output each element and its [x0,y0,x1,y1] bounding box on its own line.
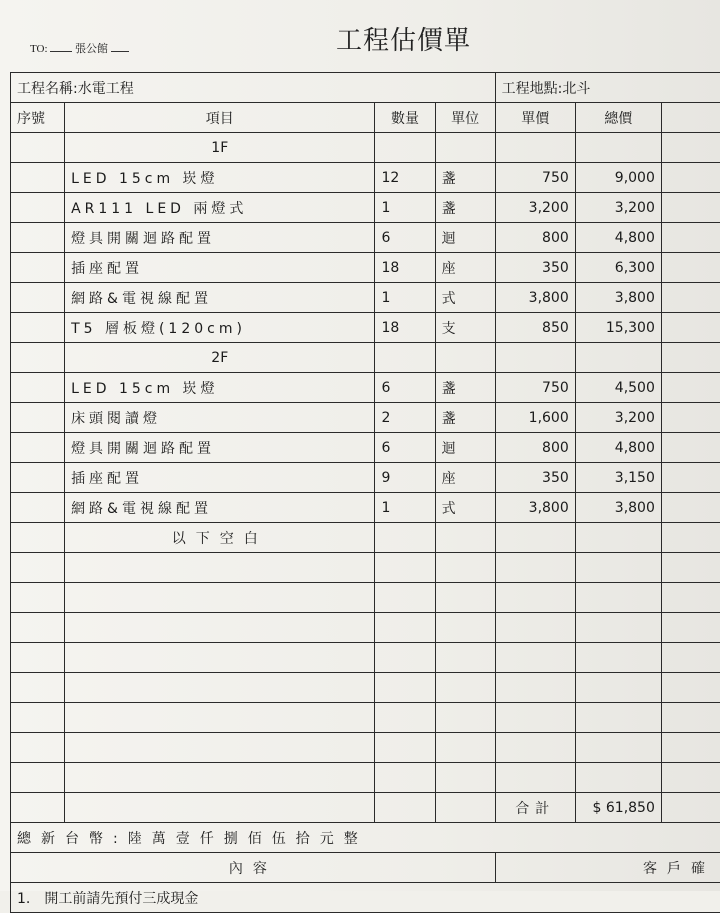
empty-cell [11,583,65,613]
table-row [11,313,720,343]
empty-cell [495,523,575,553]
item-unit: 式 [435,283,495,313]
col-extra [661,103,720,133]
item-unit-price: 350 [495,253,575,283]
empty-cell [495,133,575,163]
row-number [11,433,65,463]
item-unit: 式 [435,493,495,523]
empty-cell [435,703,495,733]
item-unit-price: 800 [495,223,575,253]
col-unit: 單位 [435,103,495,133]
empty-cell [11,523,65,553]
empty-cell [11,733,65,763]
empty-cell [11,133,65,163]
amount-words-row [11,823,720,853]
term-item [11,883,720,913]
col-item: 項目 [65,103,375,133]
row-number [11,373,65,403]
empty-cell [435,553,495,583]
col-qty: 數量 [375,103,435,133]
empty-cell [435,343,495,373]
empty-cell [661,223,720,253]
empty-cell [575,553,661,583]
empty-cell [435,673,495,703]
table-row [11,253,720,283]
table-row [11,193,720,223]
item-qty: 1 [375,493,435,523]
to-name: 張公館 [75,43,108,55]
item-total: 3,800 [575,283,661,313]
table-row [11,433,720,463]
empty-cell [65,673,375,703]
total-row [11,793,720,823]
row-number [11,163,65,193]
empty-cell [661,643,720,673]
row-number [11,493,65,523]
empty-cell [435,583,495,613]
empty-cell [435,523,495,553]
to-label: TO: [30,43,48,55]
row-number [11,193,65,223]
item-unit-price: 350 [495,463,575,493]
item-total: 6,300 [575,253,661,283]
row-number [11,403,65,433]
empty-cell [661,283,720,313]
item-name: AR111 LED 兩燈式 [65,193,375,223]
empty-cell [661,313,720,343]
item-name: 燈具開關迴路配置 [65,433,375,463]
item-name: 插座配置 [65,253,375,283]
empty-cell [435,793,495,823]
empty-cell [661,193,720,223]
empty-cell [661,133,720,163]
empty-cell [375,613,435,643]
blank-row [11,553,720,583]
recipient-line [30,40,129,56]
item-unit: 迴 [435,433,495,463]
empty-cell [661,493,720,523]
item-unit-price: 750 [495,373,575,403]
empty-cell [11,793,65,823]
item-unit-price: 750 [495,163,575,193]
item-total: 3,150 [575,463,661,493]
floor-row [11,133,720,163]
item-unit-price: 3,800 [495,283,575,313]
empty-cell [495,583,575,613]
empty-cell [575,583,661,613]
item-unit-price: 800 [495,433,575,463]
item-unit-price: 3,200 [495,193,575,223]
item-qty: 18 [375,313,435,343]
empty-cell [661,793,720,823]
item-total: 3,200 [575,403,661,433]
empty-cell [375,343,435,373]
empty-cell [575,703,661,733]
blank-row [11,703,720,733]
item-name: 床頭閱讀燈 [65,403,375,433]
empty-cell [375,583,435,613]
item-name: 網路&電視線配置 [65,493,375,523]
empty-cell [661,403,720,433]
empty-cell [65,613,375,643]
empty-cell [65,583,375,613]
empty-cell [65,703,375,733]
terms-row [11,883,720,913]
item-qty: 6 [375,373,435,403]
project-info-row [11,73,720,103]
empty-cell [435,763,495,793]
empty-cell [65,733,375,763]
estimate-table [10,72,720,913]
item-name: 網路&電視線配置 [65,283,375,313]
item-unit: 支 [435,313,495,343]
empty-cell [495,613,575,643]
term-number: 1. [17,891,30,907]
empty-cell [575,673,661,703]
empty-cell [11,553,65,583]
item-qty: 6 [375,223,435,253]
empty-cell [575,643,661,673]
empty-cell [575,133,661,163]
item-qty: 12 [375,163,435,193]
item-unit-price: 1,600 [495,403,575,433]
item-name: T5 層板燈(120cm) [65,313,375,343]
table-row [11,163,720,193]
empty-cell [495,673,575,703]
blank-row [11,643,720,673]
total-label: 合計 [495,793,575,823]
blank-row [11,613,720,643]
empty-cell [661,523,720,553]
item-unit: 盞 [435,193,495,223]
item-qty: 1 [375,193,435,223]
item-unit: 座 [435,463,495,493]
row-number [11,283,65,313]
content-label: 內容 [11,853,496,883]
empty-cell [375,553,435,583]
blank-note-row [11,523,720,553]
empty-cell [495,553,575,583]
amount-in-words: 總新台幣:陸萬壹仟捌佰伍拾元整 [11,823,720,853]
item-unit: 盞 [435,403,495,433]
empty-cell [661,553,720,583]
empty-cell [661,463,720,493]
item-total: 4,500 [575,373,661,403]
empty-cell [575,763,661,793]
table-row [11,403,720,433]
item-name: 燈具開關迴路配置 [65,223,375,253]
item-unit: 迴 [435,223,495,253]
table-row [11,223,720,253]
empty-cell [375,793,435,823]
empty-cell [435,133,495,163]
blank-row [11,673,720,703]
item-qty: 9 [375,463,435,493]
column-header-row [11,103,720,133]
table-row [11,283,720,313]
blank-note: 以下空白 [65,523,375,553]
item-qty: 6 [375,433,435,463]
item-name: 插座配置 [65,463,375,493]
floor-label: 1F [65,133,375,163]
item-unit: 座 [435,253,495,283]
item-unit-price: 850 [495,313,575,343]
empty-cell [375,523,435,553]
empty-cell [661,163,720,193]
empty-cell [661,703,720,733]
empty-cell [575,523,661,553]
table-row [11,463,720,493]
empty-cell [661,763,720,793]
item-total: 3,200 [575,193,661,223]
floor-row [11,343,720,373]
empty-cell [11,643,65,673]
project-location: 工程地點:北斗 [495,73,720,103]
empty-cell [495,343,575,373]
empty-cell [11,343,65,373]
item-qty: 1 [375,283,435,313]
empty-cell [495,733,575,763]
customer-label: 客戶確 [495,853,720,883]
item-qty: 2 [375,403,435,433]
item-total: 4,800 [575,223,661,253]
total-value: $ 61,850 [575,793,661,823]
content-header-row [11,853,720,883]
empty-cell [11,613,65,643]
empty-cell [65,553,375,583]
empty-cell [65,643,375,673]
empty-cell [65,793,375,823]
empty-cell [11,673,65,703]
floor-label: 2F [65,343,375,373]
project-name: 工程名稱:水電工程 [11,73,496,103]
empty-cell [375,133,435,163]
blank-row [11,733,720,763]
item-total: 3,800 [575,493,661,523]
empty-cell [375,673,435,703]
empty-cell [495,703,575,733]
blank-row [11,763,720,793]
col-unit-price: 單價 [495,103,575,133]
item-qty: 18 [375,253,435,283]
empty-cell [375,733,435,763]
empty-cell [11,763,65,793]
item-total: 9,000 [575,163,661,193]
empty-cell [435,643,495,673]
blank-row [11,583,720,613]
item-name: LED 15cm 崁燈 [65,373,375,403]
empty-cell [661,253,720,283]
empty-cell [375,643,435,673]
row-number [11,223,65,253]
col-total: 總價 [575,103,661,133]
term-text: 開工前請先預付三成現金 [44,891,198,907]
item-name: LED 15cm 崁燈 [65,163,375,193]
empty-cell [575,343,661,373]
empty-cell [661,583,720,613]
empty-cell [661,433,720,463]
empty-cell [11,703,65,733]
empty-cell [375,703,435,733]
item-total: 4,800 [575,433,661,463]
col-no: 序號 [11,103,65,133]
table-row [11,373,720,403]
item-total: 15,300 [575,313,661,343]
document-title: 工程估價單 [336,20,471,57]
item-unit: 盞 [435,163,495,193]
empty-cell [661,343,720,373]
row-number [11,253,65,283]
empty-cell [575,733,661,763]
empty-cell [65,763,375,793]
empty-cell [575,613,661,643]
empty-cell [661,373,720,403]
empty-cell [435,733,495,763]
empty-cell [435,613,495,643]
empty-cell [661,673,720,703]
item-unit: 盞 [435,373,495,403]
empty-cell [661,733,720,763]
empty-cell [495,643,575,673]
item-unit-price: 3,800 [495,493,575,523]
empty-cell [661,613,720,643]
empty-cell [495,763,575,793]
row-number [11,313,65,343]
empty-cell [375,763,435,793]
table-row [11,493,720,523]
row-number [11,463,65,493]
